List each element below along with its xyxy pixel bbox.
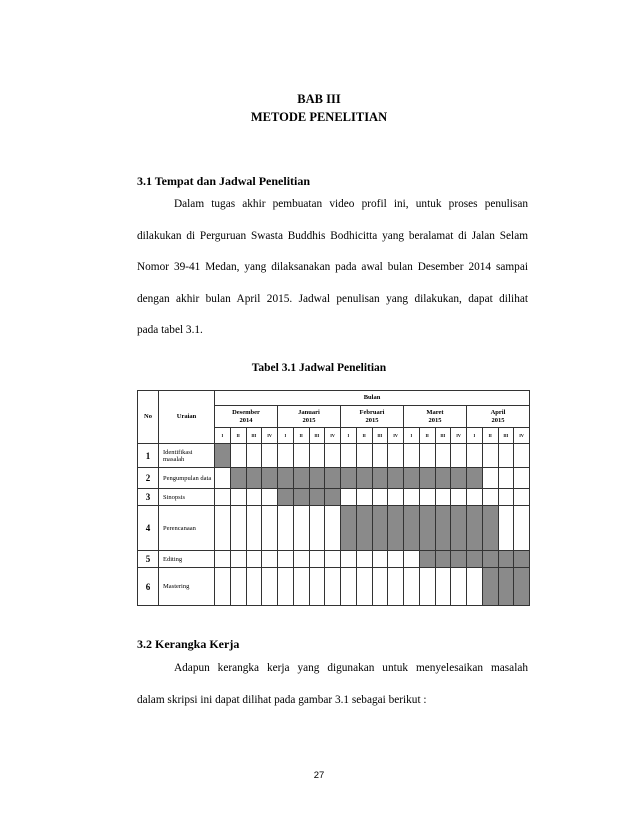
schedule-cell-active [356,468,372,489]
header-bulan: Bulan [215,391,530,406]
schedule-cell-active [388,506,404,551]
schedule-cell [278,551,294,568]
month-name: Januari [298,409,320,416]
header-month [278,406,341,428]
schedule-cell-active [435,506,451,551]
week-label: IV [514,428,530,444]
schedule-cell-active [435,551,451,568]
schedule-cell-active [451,551,467,568]
schedule-cell [388,444,404,468]
schedule-cell [498,506,514,551]
paragraph-line: Dalam tugas akhir pembuatan video profil ini, untuk proses penulisan [174,198,528,210]
task-name: Sinopsis [159,489,215,506]
schedule-cell [514,489,530,506]
week-label: I [467,428,483,444]
schedule-cell [482,444,498,468]
schedule-cell-active [419,506,435,551]
week-label: I [341,428,357,444]
schedule-cell [404,489,420,506]
schedule-cell [278,506,294,551]
table-row [138,468,530,489]
header-month [404,406,467,428]
row-number: 5 [138,551,159,568]
table-caption: Tabel 3.1 Jadwal Penelitian [251,362,387,374]
week-label: III [372,428,388,444]
schedule-cell-active [293,468,309,489]
schedule-cell [246,506,262,551]
schedule-cell [372,444,388,468]
schedule-cell [309,568,325,606]
schedule-cell-active [498,551,514,568]
section-3-2-paragraph [137,661,528,724]
schedule-cell-active [514,568,530,606]
schedule-cell [388,568,404,606]
schedule-cell [293,506,309,551]
schedule-cell [230,551,246,568]
schedule-cell [262,551,278,568]
schedule-cell-active [372,468,388,489]
schedule-cell [230,489,246,506]
schedule-cell [309,506,325,551]
schedule-cell [467,489,483,506]
schedule-cell [514,468,530,489]
schedule-cell [278,568,294,606]
schedule-table [137,390,530,606]
schedule-cell [451,444,467,468]
month-year: 2015 [491,416,505,424]
month-name: Februari [359,409,385,416]
schedule-cell-active [514,551,530,568]
header-no: No [138,391,159,444]
week-label: II [419,428,435,444]
table-row [138,551,530,568]
section-3-1-paragraph [137,197,528,355]
schedule-cell-active [467,551,483,568]
task-name: Editing [159,551,215,568]
schedule-cell-active [215,444,231,468]
schedule-cell [498,468,514,489]
schedule-cell-active [435,468,451,489]
schedule-cell [230,444,246,468]
chapter-number: BAB III [297,92,341,106]
schedule-cell [404,444,420,468]
table-row [138,444,530,468]
week-label: IV [325,428,341,444]
header-month [467,406,530,428]
schedule-cell [514,444,530,468]
schedule-cell [262,506,278,551]
schedule-cell-active [325,468,341,489]
schedule-cell [372,568,388,606]
schedule-cell-active [309,468,325,489]
schedule-cell [467,568,483,606]
week-label: III [309,428,325,444]
section-heading-3-1: 3.1 Tempat dan Jadwal Penelitian [137,174,311,188]
schedule-cell-active [482,551,498,568]
schedule-cell [419,444,435,468]
section-heading-3-2: 3.2 Kerangka Kerja [137,637,240,651]
month-year: 2015 [428,416,442,424]
schedule-cell-active [262,468,278,489]
schedule-cell [498,444,514,468]
week-label: IV [262,428,278,444]
schedule-cell [498,489,514,506]
table-row [138,506,530,551]
schedule-cell-active [325,489,341,506]
schedule-cell [419,568,435,606]
schedule-cell [215,551,231,568]
table-row [138,489,530,506]
schedule-cell-active [498,568,514,606]
row-number: 6 [138,568,159,606]
schedule-cell [451,568,467,606]
schedule-cell-active [482,568,498,606]
schedule-cell [293,444,309,468]
schedule-cell [246,489,262,506]
schedule-cell [309,551,325,568]
schedule-cell [262,568,278,606]
week-label: III [498,428,514,444]
schedule-cell-active [341,506,357,551]
schedule-cell [215,506,231,551]
table-row [138,568,530,606]
week-label: III [246,428,262,444]
schedule-cell [341,489,357,506]
schedule-cell [293,551,309,568]
schedule-cell [341,568,357,606]
schedule-cell [356,551,372,568]
schedule-cell [435,568,451,606]
month-year: 2014 [239,416,253,424]
week-label: II [293,428,309,444]
schedule-cell [325,551,341,568]
week-label: I [215,428,231,444]
schedule-cell-active [372,506,388,551]
schedule-cell [325,506,341,551]
week-label: I [404,428,420,444]
schedule-cell [514,506,530,551]
schedule-cell-active [404,506,420,551]
schedule-cell-active [451,506,467,551]
page-number: 27 [313,770,325,781]
schedule-cell-active [419,468,435,489]
week-label: II [230,428,246,444]
schedule-cell [215,568,231,606]
schedule-cell [435,444,451,468]
schedule-cell [467,444,483,468]
week-label: III [435,428,451,444]
task-name: Mastering [159,568,215,606]
paragraph-line: Nomor 39-41 Medan, yang dilaksanakan pada awal bulan Desember 2014 sampai [137,261,528,273]
schedule-cell-active [230,468,246,489]
schedule-cell [230,506,246,551]
schedule-cell [388,551,404,568]
task-name: Perencanaan [159,506,215,551]
week-label: IV [388,428,404,444]
schedule-cell [215,489,231,506]
schedule-cell-active [419,551,435,568]
schedule-cell-active [482,506,498,551]
schedule-cell [356,489,372,506]
schedule-cell-active [278,489,294,506]
month-name: Desember [232,409,260,416]
schedule-cell [293,568,309,606]
schedule-cell-active [388,468,404,489]
paragraph-line: pada tabel 3.1. [137,324,203,336]
schedule-cell [372,489,388,506]
header-uraian: Uraian [159,391,215,444]
month-year: 2015 [365,416,379,424]
row-number: 3 [138,489,159,506]
schedule-cell [419,489,435,506]
schedule-cell-active [309,489,325,506]
schedule-cell [230,568,246,606]
task-name: Pengumpulan data [159,468,215,489]
week-label: IV [451,428,467,444]
schedule-cell [404,551,420,568]
row-number: 1 [138,444,159,468]
schedule-cell [262,489,278,506]
schedule-cell [356,444,372,468]
week-label: I [278,428,294,444]
schedule-cell [325,568,341,606]
task-name: Identifikasi masalah [159,444,215,468]
month-name: Maret [426,409,444,416]
schedule-cell [482,489,498,506]
schedule-cell [435,489,451,506]
schedule-cell-active [293,489,309,506]
week-label: II [482,428,498,444]
schedule-cell [451,489,467,506]
paragraph-line: Adapun kerangka kerja yang digunakan untuk menyelesaikan masalah [174,662,528,674]
header-month [341,406,404,428]
header-month [215,406,278,428]
schedule-cell [341,551,357,568]
schedule-cell [246,444,262,468]
schedule-cell [341,444,357,468]
month-year: 2015 [302,416,316,424]
schedule-cell [309,444,325,468]
schedule-cell [278,444,294,468]
chapter-title: METODE PENELITIAN [250,110,388,124]
schedule-cell [215,468,231,489]
month-name: April [490,409,506,416]
schedule-cell-active [404,468,420,489]
schedule-cell-active [451,468,467,489]
schedule-cell [482,468,498,489]
row-number: 2 [138,468,159,489]
schedule-cell [325,444,341,468]
schedule-cell [388,489,404,506]
schedule-cell [404,568,420,606]
paragraph-line: dilakukan di Perguruan Swasta Buddhis Bodhicitta yang beralamat di Jalan Selam [137,229,528,242]
paragraph-line: dengan akhir bulan April 2015. Jadwal penulisan yang dilakukan, dapat dilihat [137,292,528,305]
schedule-cell-active [356,506,372,551]
schedule-cell-active [467,506,483,551]
schedule-cell [246,568,262,606]
paragraph-line: dalam skripsi ini dapat dilihat pada gambar 3.1 sebagai berikut : [137,693,427,706]
week-label: II [356,428,372,444]
schedule-cell [262,444,278,468]
schedule-cell-active [467,468,483,489]
schedule-cell-active [278,468,294,489]
schedule-cell-active [246,468,262,489]
schedule-cell [246,551,262,568]
schedule-cell [356,568,372,606]
schedule-cell [372,551,388,568]
schedule-cell-active [341,468,357,489]
row-number: 4 [138,506,159,551]
